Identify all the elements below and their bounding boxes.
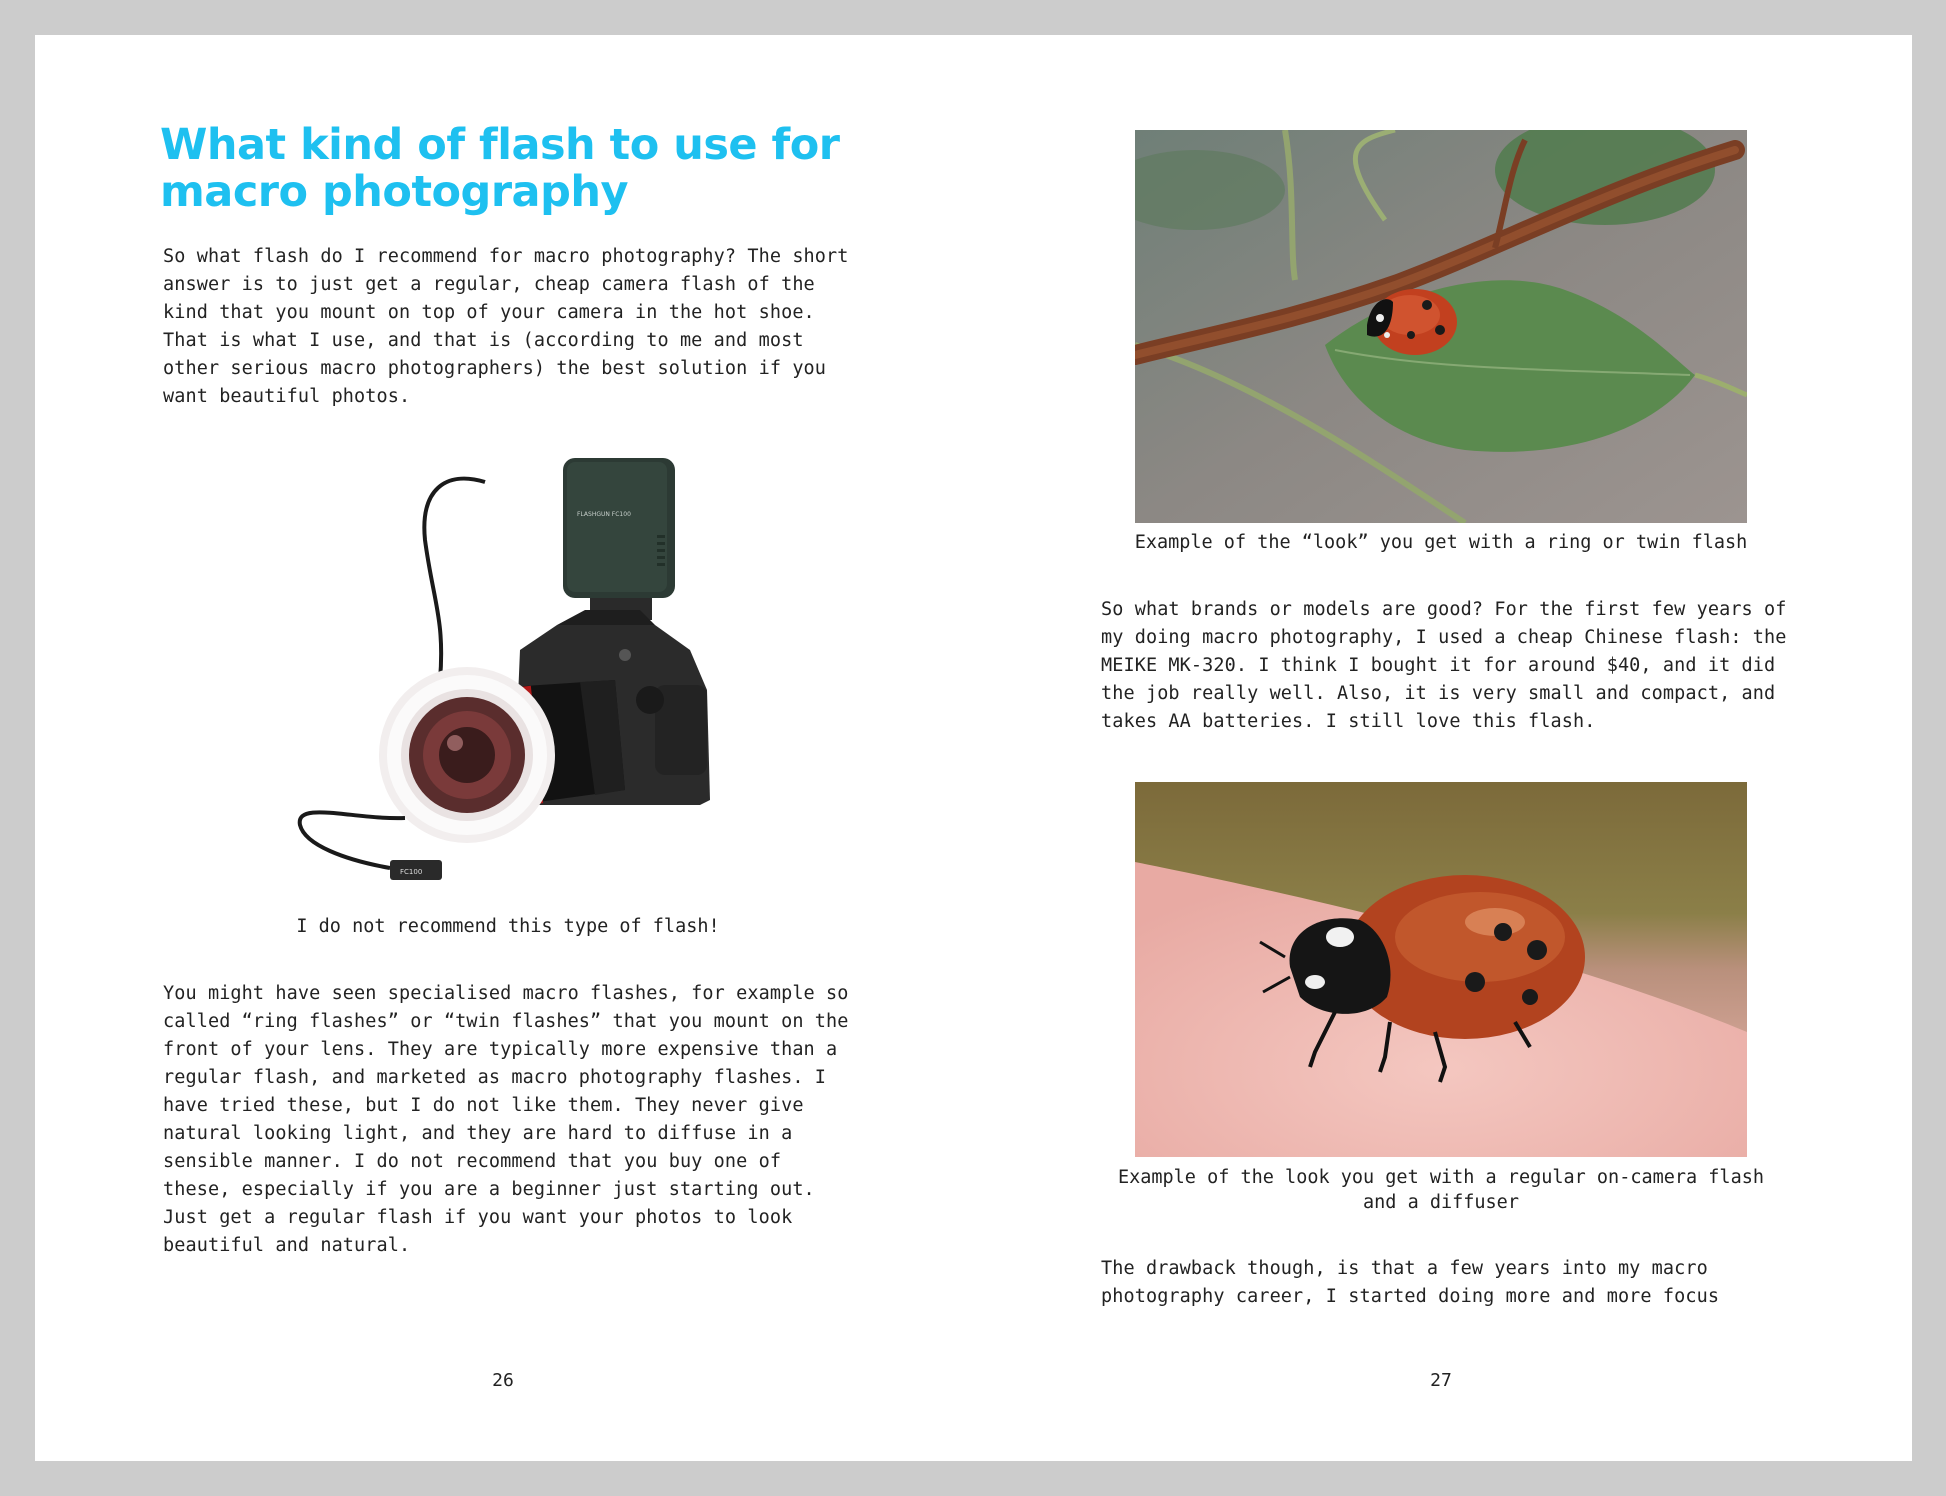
figure-caption-ring-flash: Example of the “look” you get with a ring or twin flash	[1134, 532, 1748, 553]
brands-paragraph: So what brands or models are good? For the first few years of my doing macro photography, I used a cheap Chinese flash: the MEIKE MK-320. I think I bought it for around $40, and it did the job really well. Also, it is very small and compact, and takes AA batteries. I still love this flash.	[1101, 599, 1787, 732]
page-number-left: 26	[492, 1370, 514, 1391]
flash-unit-label: FLASHGUN FC100	[577, 511, 631, 518]
page-number-right: 27	[1430, 1370, 1452, 1391]
figure-caption-left: I do not recommend this type of flash!	[296, 916, 720, 937]
ring-flash-label: FC100	[400, 868, 423, 876]
intro-paragraph: So what flash do I recommend for macro photography? The short answer is to just get a regular, cheap camera flash of the kind that you mount on top of your camera in the hot shoe. That is what I use, and that is (according to me and most other serious macro photographers) the best solution if you want beautiful photos.	[163, 246, 849, 407]
chapter-heading: What kind of flash to use for macro photography	[160, 120, 840, 217]
drawback-paragraph: The drawback though, is that a few years into my macro photography career, I started doing more and more focus	[1101, 1258, 1720, 1307]
body-paragraph-left: You might have seen specialised macro flashes, for example so called “ring flashes” or “twin flashes” that you mount on the front of your lens. They are typically more expensive than a regular flash, and marketed as macro photography flashes. I have tried these, but I do not like them. They never give natural looking light, and they are hard to diffuse in a sensible manner. I do not recommend that you buy one of these, especially if you are a beginner just starting out. Just get a regular flash if you want your photos to look beautiful and natural.	[163, 983, 849, 1256]
figure-caption-on-camera-flash: Example of the look you get with a regular on-camera flash and a diffuser	[1117, 1167, 1764, 1213]
ring-flash-camera-image	[295, 450, 715, 910]
ladybug-on-finger-photo	[1135, 782, 1747, 1157]
ladybug-on-leaf-photo	[1135, 130, 1747, 523]
